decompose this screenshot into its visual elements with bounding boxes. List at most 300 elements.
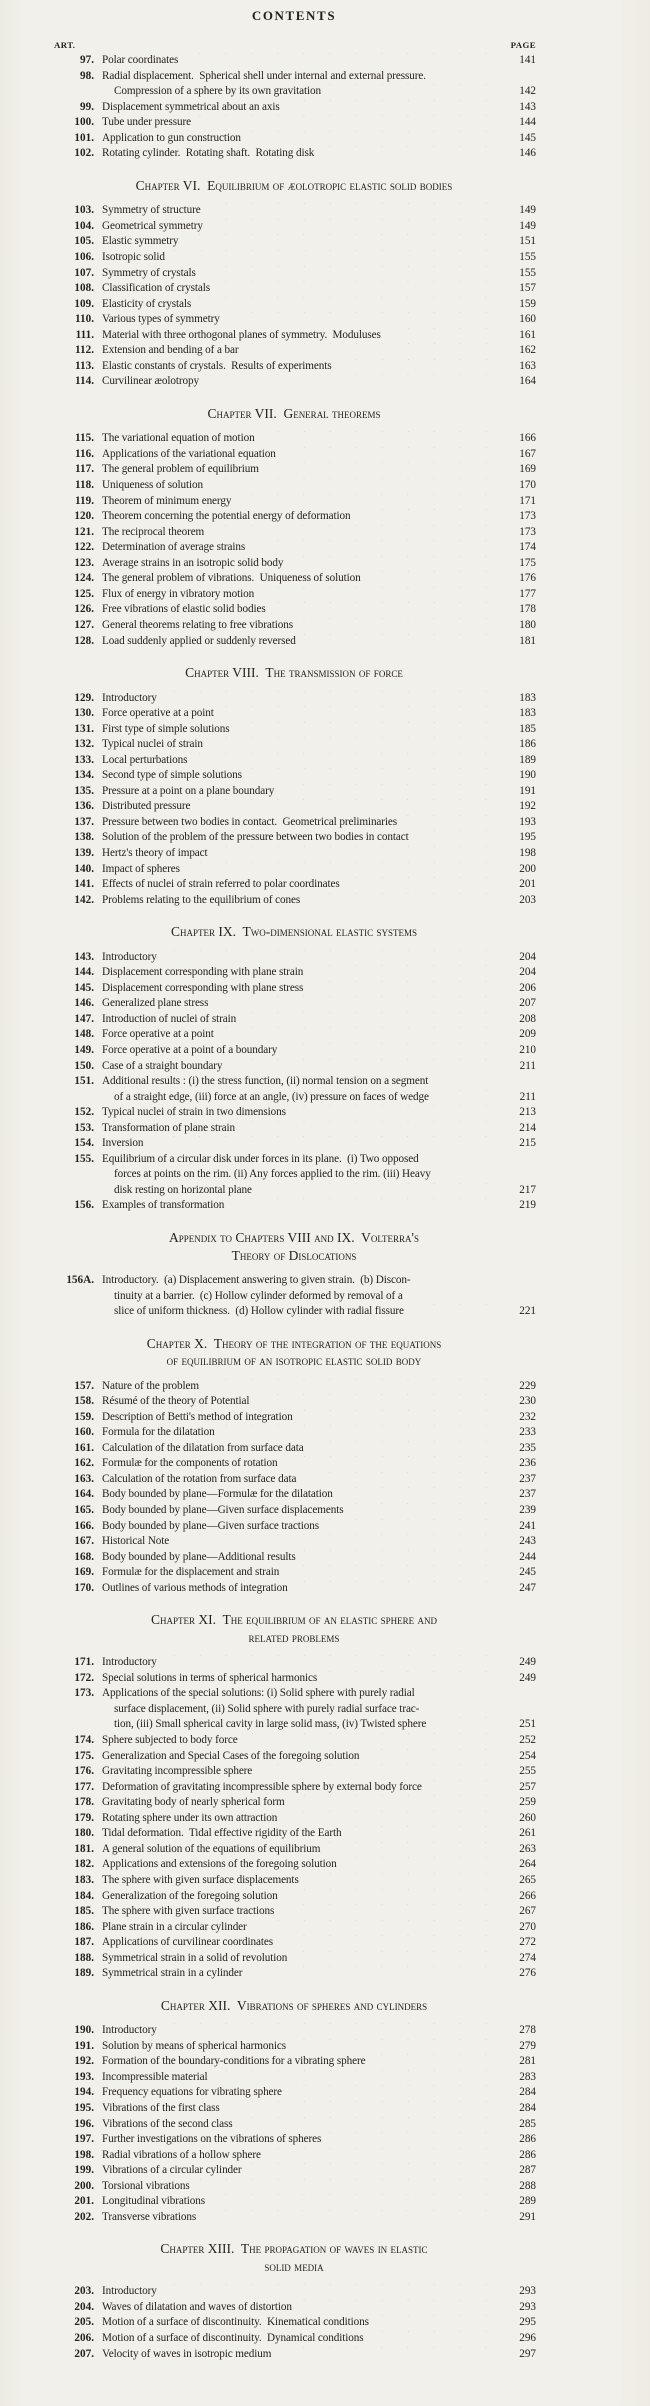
page-number: 237 bbox=[519, 1488, 536, 1501]
dot-leader bbox=[349, 1826, 500, 1842]
article-number: 162. bbox=[74, 1457, 94, 1470]
entry-line bbox=[102, 753, 536, 769]
toc-entry bbox=[52, 1733, 536, 1749]
dot-leader bbox=[348, 877, 500, 893]
article-number: 182. bbox=[74, 1858, 94, 1871]
dot-leader bbox=[304, 634, 500, 650]
page-number: 286 bbox=[519, 2133, 536, 2146]
entry-title: slice of uniform thickness. (d) Hollow cylinder with radial fissure bbox=[114, 1305, 404, 1318]
chapter-heading-line: of equilibrium of an isotropic elastic solid body bbox=[166, 1353, 422, 1369]
entry-line bbox=[102, 1059, 536, 1075]
entry-body bbox=[102, 846, 536, 862]
toc-entry bbox=[52, 965, 536, 981]
entry-line bbox=[102, 1027, 536, 1043]
article-number: 127. bbox=[74, 618, 94, 631]
toc-section bbox=[52, 1611, 536, 1981]
toc-entry bbox=[52, 691, 536, 707]
page-number: 279 bbox=[519, 2039, 536, 2052]
entry-body bbox=[102, 2023, 536, 2039]
dot-leader bbox=[243, 1121, 500, 1137]
art-column-header: ART. bbox=[54, 40, 76, 50]
entry-title: Vibrations of the first class bbox=[102, 2102, 220, 2115]
chapter-heading bbox=[52, 664, 536, 682]
toc-entry bbox=[52, 1121, 536, 1137]
entry-body bbox=[102, 893, 536, 909]
entry-title: Calculation of the dilatation from surface data bbox=[102, 1441, 304, 1454]
page-number: 232 bbox=[519, 1410, 536, 1423]
dot-leader bbox=[369, 571, 500, 587]
entry-body bbox=[102, 1920, 536, 1936]
toc-entry bbox=[52, 706, 536, 722]
entry-title: The general problem of equilibrium bbox=[102, 463, 259, 476]
article-number: 194. bbox=[74, 2086, 94, 2099]
entry-line bbox=[102, 815, 536, 831]
entry-title: Material with three orthogonal planes of symmetry. Moduluses bbox=[102, 328, 381, 341]
dot-leader bbox=[199, 115, 500, 131]
article-number: 189. bbox=[74, 1967, 94, 1980]
page-number: 171 bbox=[519, 494, 536, 507]
toc-entry bbox=[52, 2347, 536, 2363]
entry-body bbox=[102, 343, 536, 359]
entry-line bbox=[102, 1273, 536, 1289]
entry-body bbox=[102, 2117, 536, 2133]
entry-line bbox=[102, 1441, 536, 1457]
dot-leader bbox=[228, 312, 500, 328]
entry-body bbox=[102, 1904, 536, 1920]
toc-entry bbox=[52, 2101, 536, 2117]
article-number: 110. bbox=[75, 313, 94, 326]
entry-line bbox=[102, 2194, 536, 2210]
entry-title: Calculation of the rotation from surface data bbox=[102, 1472, 297, 1485]
page-number: 189 bbox=[519, 753, 536, 766]
article-number: 132. bbox=[74, 738, 94, 751]
entry-line bbox=[102, 1749, 536, 1765]
page-number: 245 bbox=[519, 1566, 536, 1579]
entry-line bbox=[102, 1826, 536, 1842]
toc-entry bbox=[52, 753, 536, 769]
page-number: 181 bbox=[519, 634, 536, 647]
entry-line bbox=[102, 343, 536, 359]
toc-entry bbox=[52, 1198, 536, 1214]
dot-leader bbox=[165, 2284, 500, 2300]
page-number: 249 bbox=[519, 1656, 536, 1669]
entry-body bbox=[102, 234, 536, 250]
entry-title: Outlines of various methods of integration bbox=[102, 1581, 288, 1594]
page-number: 267 bbox=[519, 1905, 536, 1918]
dot-leader bbox=[286, 1889, 500, 1905]
entry-body bbox=[102, 1456, 536, 1472]
entry-line bbox=[102, 722, 536, 738]
entry-line bbox=[102, 1889, 536, 1905]
chapter-heading-line: Chapter IX. Two-dimensional elastic systems bbox=[171, 924, 417, 940]
entry-line bbox=[102, 1565, 536, 1581]
entry-body bbox=[102, 494, 536, 510]
entry-title: Various types of symmetry bbox=[102, 313, 220, 326]
toc-entry bbox=[52, 799, 536, 815]
article-number: 202. bbox=[74, 2210, 94, 2223]
dot-leader bbox=[285, 1811, 500, 1827]
toc-entry bbox=[52, 2117, 536, 2133]
toc-entry bbox=[52, 53, 536, 69]
article-number: 196. bbox=[74, 2117, 94, 2130]
page-number: 198 bbox=[519, 847, 536, 860]
entry-line bbox=[102, 374, 536, 390]
entry-title: Formula for the dilatation bbox=[102, 1426, 215, 1439]
toc-entry bbox=[52, 1441, 536, 1457]
page-number: 291 bbox=[519, 2210, 536, 2223]
entry-body bbox=[102, 753, 536, 769]
contents-column bbox=[52, 8, 536, 2362]
entry-body bbox=[102, 312, 536, 328]
entry-line bbox=[102, 281, 536, 297]
page-number: 252 bbox=[519, 1734, 536, 1747]
entry-body bbox=[102, 2300, 536, 2316]
entry-line bbox=[102, 706, 536, 722]
entry-body bbox=[102, 1966, 536, 1982]
article-number: 205. bbox=[74, 2316, 94, 2329]
toc-entry bbox=[52, 281, 536, 297]
entry-title: Description of Betti's method of integration bbox=[102, 1410, 293, 1423]
page-number: 249 bbox=[519, 1671, 536, 1684]
entry-line bbox=[102, 1105, 536, 1121]
entry-title: Distributed pressure bbox=[102, 800, 191, 813]
dot-leader bbox=[279, 2347, 500, 2363]
entry-line bbox=[102, 2117, 536, 2133]
dot-leader bbox=[186, 53, 500, 69]
entry-line bbox=[102, 2101, 536, 2117]
entry-title: Inversion bbox=[102, 1137, 144, 1150]
article-number: 163. bbox=[74, 1472, 94, 1485]
article-number: 181. bbox=[74, 1842, 94, 1855]
article-number: 121. bbox=[74, 525, 94, 538]
entry-body bbox=[102, 799, 536, 815]
page-number: 176 bbox=[519, 572, 536, 585]
entry-title: Second type of simple solutions bbox=[102, 769, 242, 782]
entry-title: Special solutions in terms of spherical harmonics bbox=[102, 1671, 318, 1684]
entry-body bbox=[102, 1565, 536, 1581]
chapter-heading-line: solid media bbox=[264, 2258, 324, 2274]
entry-body bbox=[102, 2194, 536, 2210]
entry-title: Motion of a surface of discontinuity. Kinematical conditions bbox=[102, 2316, 369, 2329]
dot-leader bbox=[173, 250, 500, 266]
page-number: 177 bbox=[519, 587, 536, 600]
page-number: 183 bbox=[519, 707, 536, 720]
entry-body bbox=[102, 722, 536, 738]
entry-line bbox=[102, 981, 536, 997]
entry-body bbox=[102, 815, 536, 831]
page-number: 162 bbox=[519, 344, 536, 357]
article-number: 118. bbox=[75, 479, 94, 492]
dot-leader bbox=[296, 1581, 500, 1597]
article-number: 98. bbox=[80, 69, 94, 82]
entry-body bbox=[102, 2054, 536, 2070]
dot-leader bbox=[211, 478, 500, 494]
entry-line bbox=[102, 587, 536, 603]
toc-entry bbox=[52, 203, 536, 219]
entry-line bbox=[102, 2331, 536, 2347]
toc-entry bbox=[52, 2070, 536, 2086]
dot-leader bbox=[165, 950, 500, 966]
article-number: 201. bbox=[74, 2195, 94, 2208]
toc-entry bbox=[52, 1425, 536, 1441]
article-number: 119. bbox=[75, 494, 94, 507]
chapter-heading bbox=[52, 1611, 536, 1646]
entry-line bbox=[102, 1717, 536, 1733]
dot-leader bbox=[238, 722, 500, 738]
article-number: 129. bbox=[74, 691, 94, 704]
entry-title: Body bounded by plane—Formulæ for the dilatation bbox=[102, 1488, 333, 1501]
entry-line bbox=[102, 965, 536, 981]
toc-entry bbox=[52, 1873, 536, 1889]
page-number: 264 bbox=[519, 1858, 536, 1871]
entry-line bbox=[102, 784, 536, 800]
entry-title: Typical nuclei of strain in two dimensions bbox=[102, 1106, 286, 1119]
entry-body bbox=[102, 587, 536, 603]
toc-entry bbox=[52, 1671, 536, 1687]
toc-entry bbox=[52, 69, 536, 100]
entry-title: Polar coordinates bbox=[102, 54, 179, 66]
article-number: 149. bbox=[74, 1043, 94, 1056]
entry-title: Average strains in an isotropic solid body bbox=[102, 556, 284, 569]
toc-entry bbox=[52, 250, 536, 266]
article-number: 113. bbox=[75, 359, 94, 372]
dot-leader bbox=[222, 706, 500, 722]
dot-leader bbox=[241, 2117, 500, 2133]
dot-leader bbox=[287, 1565, 500, 1581]
entry-title: Problems relating to the equilibrium of cones bbox=[102, 893, 301, 906]
page-number: 295 bbox=[519, 2316, 536, 2329]
page-number: 203 bbox=[519, 893, 536, 906]
article-number: 130. bbox=[74, 707, 94, 720]
dot-leader bbox=[250, 768, 500, 784]
entry-body bbox=[102, 478, 536, 494]
entry-title: Symmetrical strain in a cylinder bbox=[102, 1967, 243, 1980]
entry-line bbox=[102, 131, 536, 147]
article-number: 123. bbox=[74, 556, 94, 569]
entry-title: Radial displacement. Spherical shell under internal and external pressure. bbox=[102, 69, 426, 82]
entry-title: Gravitating incompressible sphere bbox=[102, 1765, 253, 1778]
entry-title: Symmetry of structure bbox=[102, 204, 201, 217]
toc-entry bbox=[52, 115, 536, 131]
entry-body bbox=[102, 1136, 536, 1152]
entry-title: Determination of average strains bbox=[102, 541, 246, 554]
article-number: 153. bbox=[74, 1121, 94, 1134]
article-number: 178. bbox=[74, 1796, 94, 1809]
toc-entry bbox=[52, 100, 536, 116]
page-number: 285 bbox=[519, 2117, 536, 2130]
entry-title: Displacement corresponding with plane strain bbox=[102, 966, 304, 979]
article-number: 135. bbox=[74, 784, 94, 797]
entry-body bbox=[102, 69, 536, 100]
toc-entry bbox=[52, 2023, 536, 2039]
article-number: 172. bbox=[74, 1671, 94, 1684]
article-number: 198. bbox=[74, 2148, 94, 2161]
entry-line bbox=[102, 618, 536, 634]
dot-leader bbox=[165, 691, 500, 707]
page-number: 237 bbox=[519, 1472, 536, 1485]
entry-line bbox=[102, 1811, 536, 1827]
entry-line bbox=[102, 1951, 536, 1967]
page-number: 229 bbox=[519, 1379, 536, 1392]
entry-body bbox=[102, 266, 536, 282]
dot-leader bbox=[284, 447, 500, 463]
toc-entry bbox=[52, 2163, 536, 2179]
entry-line bbox=[102, 1090, 536, 1106]
entry-line bbox=[102, 447, 536, 463]
entry-title: Vibrations of a circular cylinder bbox=[102, 2164, 242, 2177]
page-number: 297 bbox=[519, 2347, 536, 2360]
entry-line bbox=[102, 737, 536, 753]
chapter-heading-line: Chapter XI. The equilibrium of an elastic sphere and bbox=[150, 1612, 437, 1628]
article-number: 170. bbox=[74, 1581, 94, 1594]
dot-leader bbox=[294, 2039, 500, 2055]
dot-leader bbox=[255, 1920, 500, 1936]
entry-line bbox=[102, 100, 536, 116]
entry-line bbox=[102, 219, 536, 235]
entry-line bbox=[102, 1780, 536, 1796]
article-number: 101. bbox=[74, 131, 94, 144]
page-number: 167 bbox=[519, 447, 536, 460]
entry-title: Frequency equations for vibrating sphere bbox=[102, 2086, 282, 2099]
toc-section bbox=[52, 1335, 536, 1597]
page-number: 293 bbox=[519, 2285, 536, 2298]
chapter-heading-line: Theory of Dislocations bbox=[231, 1247, 357, 1263]
page-number: 142 bbox=[519, 85, 536, 98]
entry-line bbox=[102, 602, 536, 618]
entry-line bbox=[102, 1410, 536, 1426]
toc-entry bbox=[52, 509, 536, 525]
page-number: 193 bbox=[519, 815, 536, 828]
article-number: 142. bbox=[74, 893, 94, 906]
toc-entry bbox=[52, 359, 536, 375]
page-number: 186 bbox=[519, 738, 536, 751]
page-number: 145 bbox=[519, 131, 536, 144]
entry-line bbox=[102, 1074, 536, 1090]
toc-entry bbox=[52, 2315, 536, 2331]
toc-entry bbox=[52, 1379, 536, 1395]
entry-line bbox=[102, 1857, 536, 1873]
page-number: 284 bbox=[519, 2102, 536, 2115]
dot-leader bbox=[295, 1951, 500, 1967]
toc-entry bbox=[52, 1059, 536, 1075]
article-number: 151. bbox=[74, 1075, 94, 1088]
entry-title: A general solution of the equations of equilibrium bbox=[102, 1842, 321, 1855]
toc-entry bbox=[52, 525, 536, 541]
dot-leader bbox=[262, 587, 500, 603]
entry-body bbox=[102, 965, 536, 981]
entry-line bbox=[102, 53, 536, 69]
toc-entry bbox=[52, 2039, 536, 2055]
toc-entry bbox=[52, 830, 536, 846]
entry-body bbox=[102, 100, 536, 116]
entry-line bbox=[102, 312, 536, 328]
entry-line bbox=[102, 1183, 536, 1199]
article-number: 124. bbox=[74, 572, 94, 585]
entry-title: Historical Note bbox=[102, 1535, 170, 1548]
entry-body bbox=[102, 2148, 536, 2164]
page-number: 200 bbox=[519, 862, 536, 875]
page-number: 241 bbox=[519, 1519, 536, 1532]
entry-title: Body bounded by plane—Given surface tractions bbox=[102, 1519, 320, 1532]
entry-line bbox=[102, 146, 536, 162]
chapter-heading-line: related problems bbox=[248, 1629, 340, 1645]
entry-body bbox=[102, 509, 536, 525]
article-number: 176. bbox=[74, 1765, 94, 1778]
toc-entry bbox=[52, 2148, 536, 2164]
dot-leader bbox=[437, 1090, 500, 1106]
page-number: 272 bbox=[519, 1936, 536, 1949]
entry-body bbox=[102, 1273, 536, 1320]
entry-title: Force operative at a point bbox=[102, 707, 214, 720]
article-number: 164. bbox=[74, 1488, 94, 1501]
toc-entry bbox=[52, 1503, 536, 1519]
article-number: 183. bbox=[74, 1873, 94, 1886]
article-number: 125. bbox=[74, 587, 94, 600]
article-number: 179. bbox=[74, 1811, 94, 1824]
entry-title: Introductory bbox=[102, 2285, 157, 2298]
entry-line bbox=[102, 1550, 536, 1566]
entry-body bbox=[102, 1074, 536, 1105]
article-number: 111. bbox=[75, 328, 94, 341]
entry-body bbox=[102, 862, 536, 878]
page-column-header: PAGE bbox=[510, 40, 536, 50]
article-number: 156A. bbox=[66, 1274, 94, 1286]
dot-leader bbox=[211, 737, 500, 753]
article-number: 134. bbox=[74, 769, 94, 782]
toc-entry bbox=[52, 1749, 536, 1765]
entry-body bbox=[102, 618, 536, 634]
page-number: 265 bbox=[519, 1873, 536, 1886]
page-number: 144 bbox=[519, 116, 536, 129]
page-number: 221 bbox=[519, 1305, 536, 1318]
dot-leader bbox=[274, 602, 500, 618]
entry-line bbox=[102, 2163, 536, 2179]
article-number: 133. bbox=[74, 753, 94, 766]
toc-entry bbox=[52, 1826, 536, 1842]
toc-entry bbox=[52, 1456, 536, 1472]
entry-line bbox=[102, 1842, 536, 1858]
toc-entry bbox=[52, 312, 536, 328]
entry-title: Classification of crystals bbox=[102, 282, 211, 295]
entry-line bbox=[102, 1289, 536, 1305]
entry-body bbox=[102, 1487, 536, 1503]
toc-entry bbox=[52, 1780, 536, 1796]
page-number: 283 bbox=[519, 2070, 536, 2083]
dot-leader bbox=[267, 462, 500, 478]
entry-line bbox=[102, 2023, 536, 2039]
entry-line bbox=[102, 2315, 536, 2331]
entry-title: Flux of energy in vibratory motion bbox=[102, 587, 255, 600]
article-number: 186. bbox=[74, 1920, 94, 1933]
entry-line bbox=[102, 2054, 536, 2070]
entry-title: Introductory bbox=[102, 950, 157, 963]
dot-leader bbox=[216, 846, 500, 862]
dot-leader bbox=[341, 1487, 500, 1503]
toc-entry bbox=[52, 1966, 536, 1982]
entry-body bbox=[102, 950, 536, 966]
article-number: 144. bbox=[74, 966, 94, 979]
entry-body bbox=[102, 374, 536, 390]
chapter-heading-line: Chapter VIII. The transmission of force bbox=[185, 665, 403, 681]
chapter-heading bbox=[52, 1229, 536, 1264]
article-number: 158. bbox=[74, 1395, 94, 1408]
toc-entry bbox=[52, 1273, 536, 1320]
page-number: 257 bbox=[519, 1780, 536, 1793]
page-number: 243 bbox=[519, 1535, 536, 1548]
entry-title: Geometrical symmetry bbox=[102, 219, 203, 232]
entry-body bbox=[102, 540, 536, 556]
toc-entry bbox=[52, 2085, 536, 2101]
